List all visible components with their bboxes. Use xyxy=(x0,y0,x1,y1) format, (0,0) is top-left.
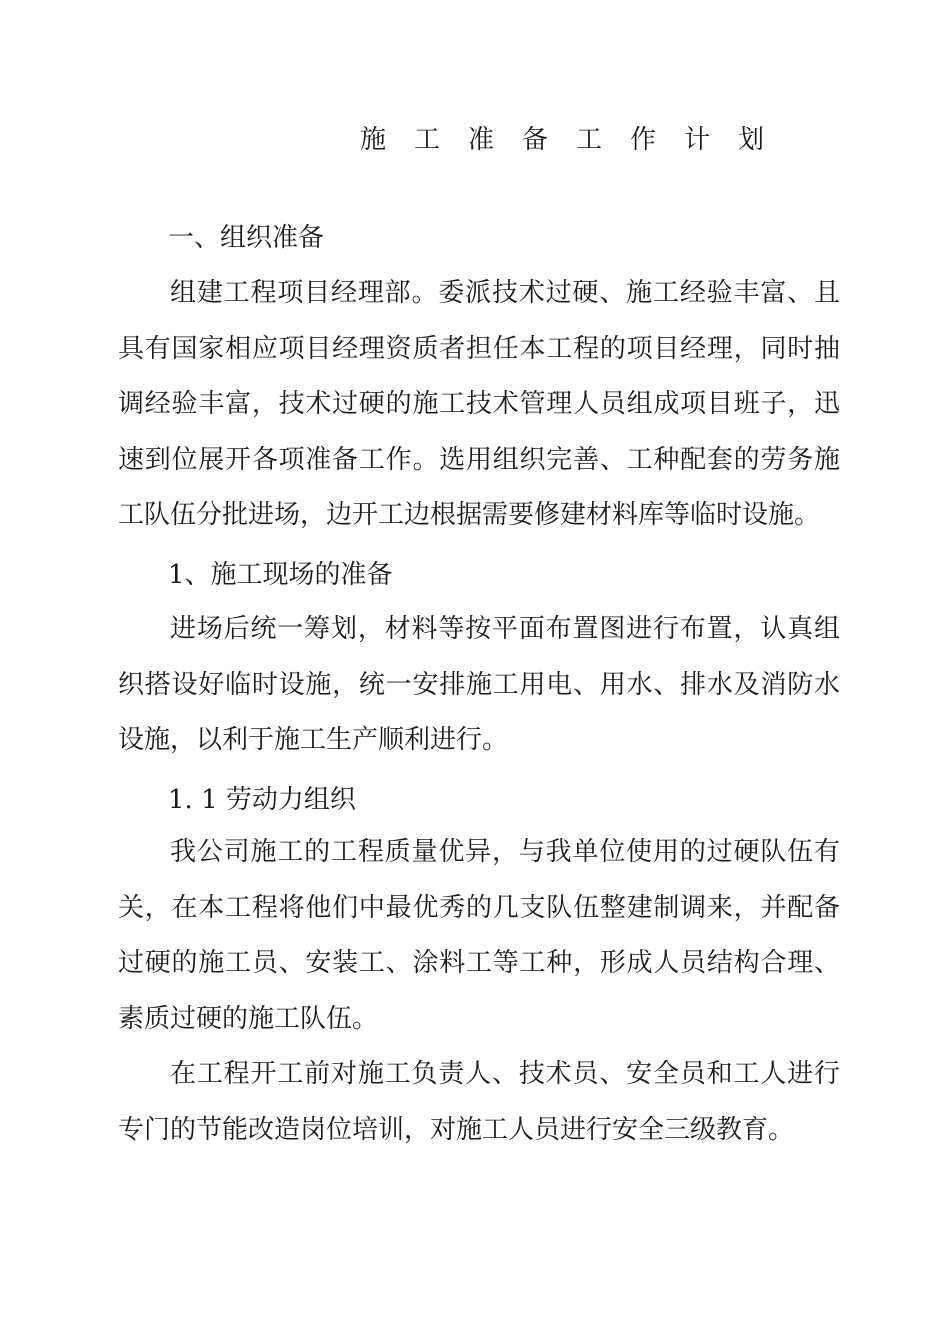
subsection-heading-site-preparation: 1、施工现场的准备 xyxy=(168,560,393,590)
section-heading-organization: 一、组织准备 xyxy=(168,223,325,253)
subsection-heading-labor-organization: 1. 1 劳动力组织 xyxy=(168,785,356,815)
paragraph-site-preparation: 进场后统一筹划，材料等按平面布置图进行布置，认真组织搭设好临时设施，统一安排施工用电、用水、排水及消防水设施，以利于施工生产顺利进行。 xyxy=(118,614,840,755)
paragraph-training: 在工程开工前对施工负责人、技术员、安全员和工人进行专门的节能改造岗位培训，对施工人员进行安全三级教育。 xyxy=(118,1059,840,1145)
document-title: 施工准备工作计划 xyxy=(360,125,793,155)
paragraph-labor-organization: 我公司施工的工程质量优异，与我单位使用的过硬队伍有关，在本工程将他们中最优秀的几支队伍整建制调来，并配备过硬的施工员、安装工、涂料工等工种，形成人员结构合理、素质过硬的施工队伍。 xyxy=(118,837,840,1034)
paragraph-organization: 组建工程项目经理部。委派技术过硬、施工经验丰富、且具有国家相应项目经理资质者担任本工程的项目经理，同时抽调经验丰富，技术过硬的施工技术管理人员组成项目班子，迅速到位展开各项准备工作。选用组织完善、工种配套的劳务施工队伍分批进场，边开工边根据需要修建材料库等临时设施。 xyxy=(118,278,840,530)
